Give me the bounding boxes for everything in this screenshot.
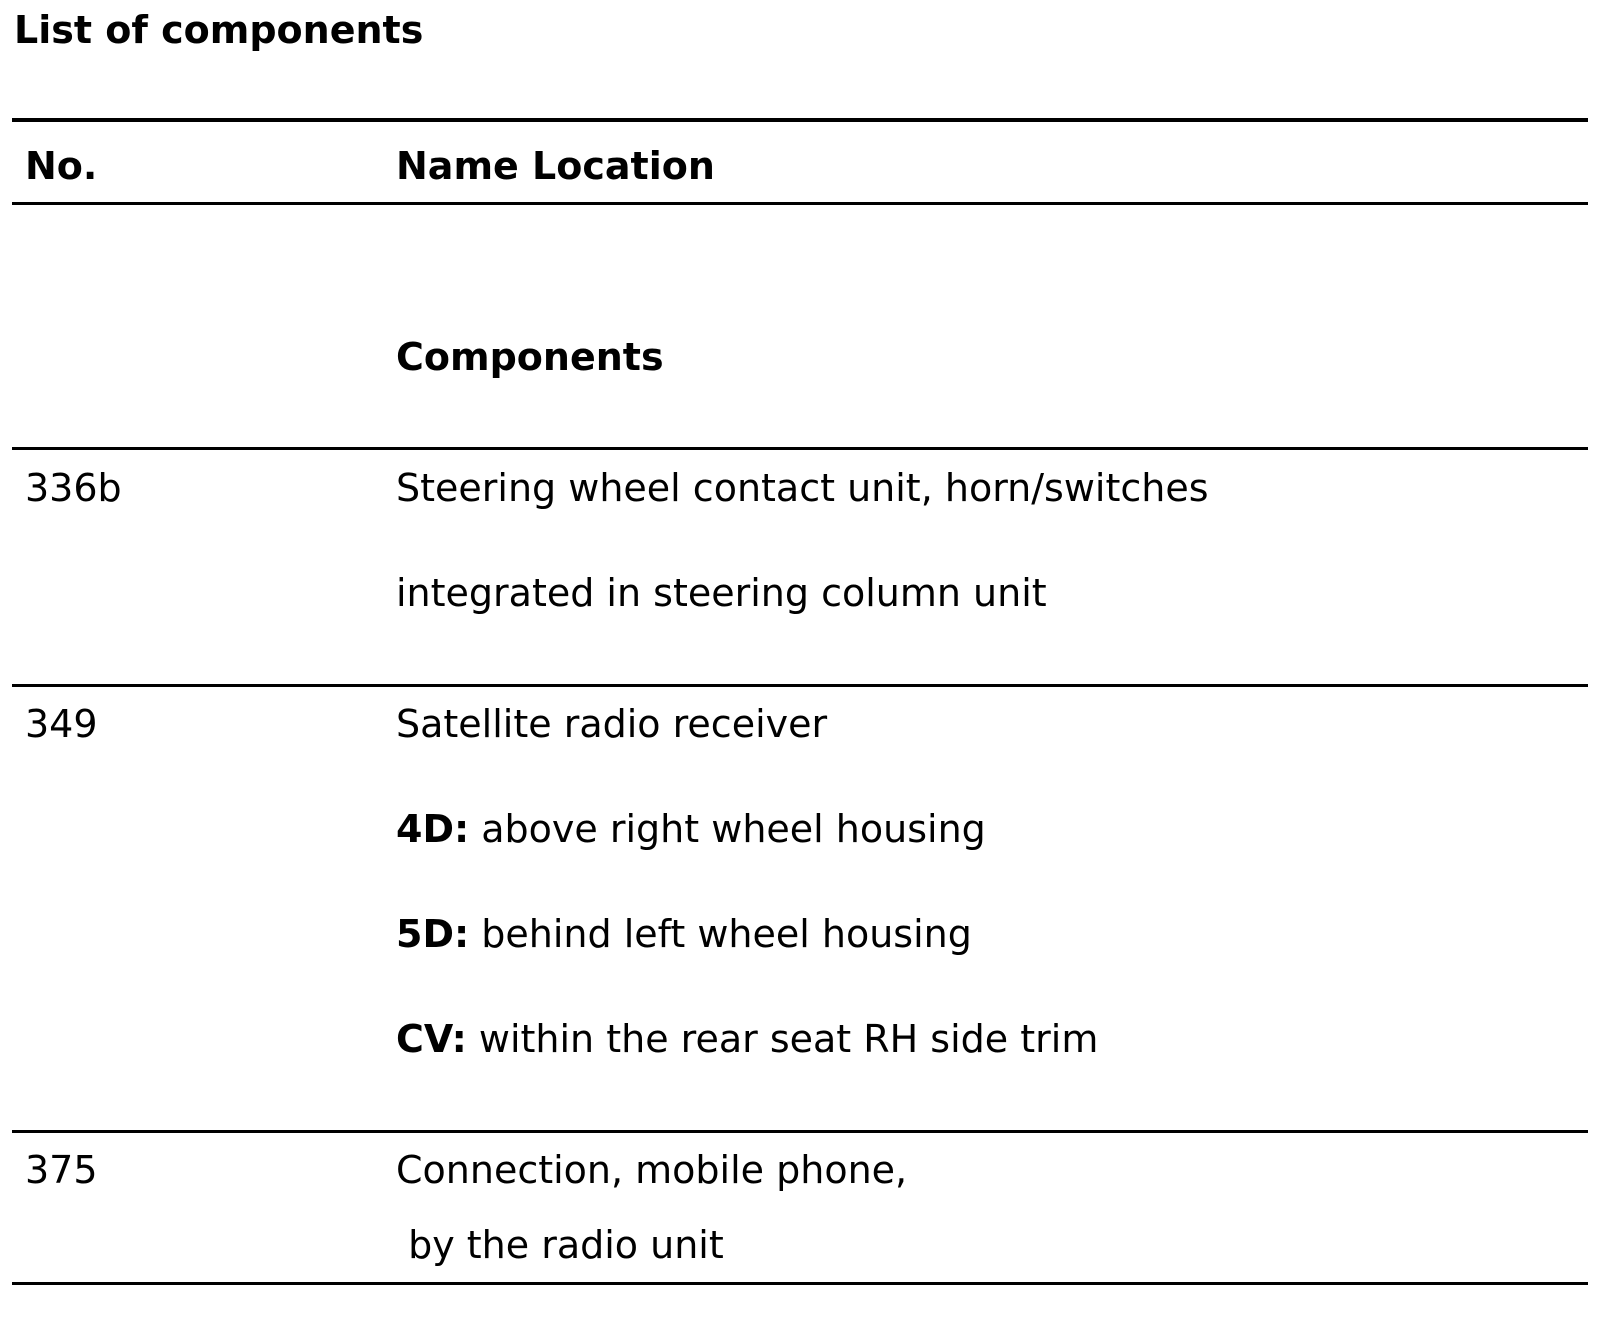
- variant-code: CV:: [396, 1017, 467, 1061]
- row-separator: [12, 447, 1588, 450]
- row-number: 375: [25, 1148, 98, 1192]
- document-title: List of components: [14, 8, 424, 52]
- table-bottom-rule: [12, 1282, 1588, 1285]
- row-separator: [12, 1130, 1588, 1133]
- component-location: by the radio unit: [396, 1223, 724, 1267]
- component-location: integrated in steering column unit: [396, 571, 1047, 615]
- component-name: Satellite radio receiver: [396, 702, 828, 746]
- component-name: Steering wheel contact unit, horn/switches: [396, 466, 1209, 510]
- component-name: Connection, mobile phone,: [396, 1148, 908, 1192]
- row-number: 336b: [25, 466, 122, 510]
- header-bottom-rule: [12, 202, 1588, 205]
- row-number: 349: [25, 702, 98, 746]
- variant-location: behind left wheel housing: [469, 912, 972, 956]
- header-name-location: Name Location: [396, 144, 715, 188]
- component-location-variant: [396, 805, 986, 853]
- component-location-variant: [396, 910, 972, 958]
- variant-location: above right wheel housing: [469, 807, 986, 851]
- table-top-rule: [12, 118, 1588, 122]
- section-heading: Components: [396, 335, 664, 379]
- variant-code: 5D:: [396, 912, 470, 956]
- variant-location: within the rear seat RH side trim: [466, 1017, 1099, 1061]
- variant-code: 4D:: [396, 807, 470, 851]
- row-separator: [12, 684, 1588, 687]
- header-no: No.: [25, 144, 98, 188]
- component-location-variant: [396, 1015, 1098, 1063]
